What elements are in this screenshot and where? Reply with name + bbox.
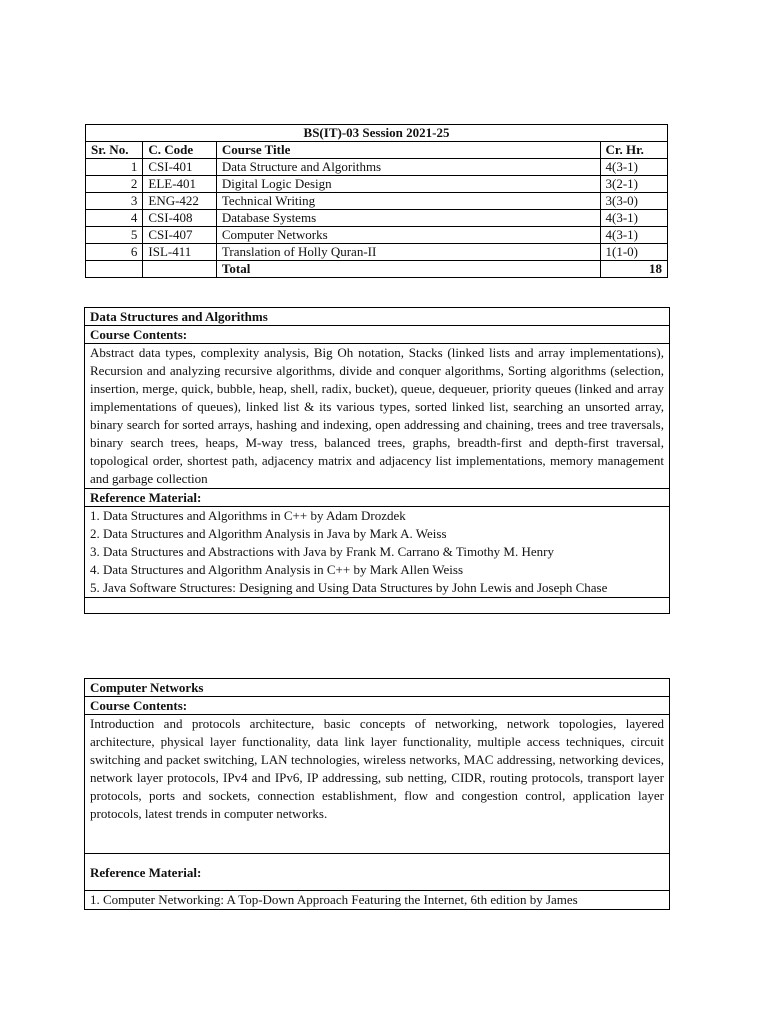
cn-course-box — [84, 678, 670, 910]
sr-no: 4 — [86, 210, 143, 227]
credit-hours: 1(1-0) — [600, 244, 667, 261]
course-code: CSI-408 — [143, 210, 217, 227]
reference-item: 4. Data Structures and Algorithm Analysis in C++ by Mark Allen Weiss — [90, 562, 464, 577]
header-credit-hours: Cr. Hr. — [600, 142, 667, 159]
course-code: CSI-401 — [143, 159, 217, 176]
course-code: CSI-407 — [143, 227, 217, 244]
sr-no: 5 — [86, 227, 143, 244]
course-code: ELE-401 — [143, 176, 217, 193]
header-sr-no: Sr. No. — [86, 142, 143, 159]
reference-item: 1. Computer Networking: A Top-Down Approach Featuring the Internet, 6th edition by James — [90, 892, 578, 907]
course-heading: Data Structures and Algorithms — [85, 308, 670, 326]
reference-item: 5. Java Software Structures: Designing and Using Data Structures by John Lewis and Joseph Chase — [90, 580, 608, 595]
course-contents-label: Course Contents: — [85, 697, 670, 715]
table-row — [86, 244, 668, 261]
course-title: Digital Logic Design — [216, 176, 600, 193]
credit-hours: 3(3-0) — [600, 193, 667, 210]
sr-no: 2 — [86, 176, 143, 193]
header-course-code: C. Code — [143, 142, 217, 159]
credit-hours: 3(2-1) — [600, 176, 667, 193]
course-code: ENG-422 — [143, 193, 217, 210]
course-title: Data Structure and Algorithms — [216, 159, 600, 176]
schedule-title: BS(IT)-03 Session 2021-25 — [86, 125, 668, 142]
credit-hours: 4(3-1) — [600, 159, 667, 176]
course-code: ISL-411 — [143, 244, 217, 261]
reference-material-label: Reference Material: — [85, 854, 670, 891]
sr-no: 6 — [86, 244, 143, 261]
credit-hours: 4(3-1) — [600, 227, 667, 244]
table-row — [86, 210, 668, 227]
course-contents-text: Abstract data types, complexity analysis, Big Oh notation, Stacks (linked lists and array implementations), Recursion and analyzing recursive algorithms, divide and conquer algorithms, Sorting algorithms (selection, insertion, merge, quick, bubble, heap, shell, radix, bucket), queue, dequeuer, priority queues (linked and array implementations of queues), linked list & its various types, sorted linked list, searching an unsorted array, binary search for sorted arrays, hashing and indexing, open addressing and chaining, trees and tree traversals, binary search trees, heaps, M-way tress, balanced trees, graphs, breadth-first and depth-first traversal, topological order, shortest path, adjacency matrix and adjacency list implementations, memory management and garbage collection — [85, 344, 670, 489]
course-contents-label: Course Contents: — [85, 326, 670, 344]
course-title: Database Systems — [216, 210, 600, 227]
course-title: Technical Writing — [216, 193, 600, 210]
total-row — [86, 261, 668, 278]
total-label: Total — [216, 261, 600, 278]
reference-item: 3. Data Structures and Abstractions with Java by Frank M. Carrano & Timothy M. Henry — [90, 544, 554, 559]
reference-item: 2. Data Structures and Algorithm Analysis in Java by Mark A. Weiss — [90, 526, 447, 541]
dsa-course-box — [84, 307, 670, 614]
table-row — [86, 176, 668, 193]
course-schedule-table — [85, 124, 668, 278]
schedule-header-row — [86, 142, 668, 159]
reference-material-label: Reference Material: — [85, 489, 670, 507]
sr-no: 1 — [86, 159, 143, 176]
course-contents-text: Introduction and protocols architecture, basic concepts of networking, network topologies, layered architecture, physical layer functionality, data link layer functionality, multiple access techniques, circuit switching and packet switching, LAN technologies, wireless networks, MAC addressing, networking devices, network layer protocols, IPv4 and IPv6, IP addressing, sub netting, CIDR, routing protocols, transport layer protocols, ports and sockets, connection establishment, flow and congestion control, application layer protocols, latest trends in computer networks. — [85, 715, 670, 854]
sr-no: 3 — [86, 193, 143, 210]
course-title: Computer Networks — [216, 227, 600, 244]
table-row — [86, 193, 668, 210]
reference-list — [85, 507, 670, 598]
reference-item: 1. Data Structures and Algorithms in C++ by Adam Drozdek — [90, 508, 406, 523]
table-row — [86, 227, 668, 244]
credit-hours: 4(3-1) — [600, 210, 667, 227]
table-row — [86, 159, 668, 176]
reference-list — [85, 891, 670, 910]
course-heading: Computer Networks — [85, 679, 670, 697]
total-credit-hours: 18 — [600, 261, 667, 278]
header-course-title: Course Title — [216, 142, 600, 159]
course-title: Translation of Holly Quran-II — [216, 244, 600, 261]
